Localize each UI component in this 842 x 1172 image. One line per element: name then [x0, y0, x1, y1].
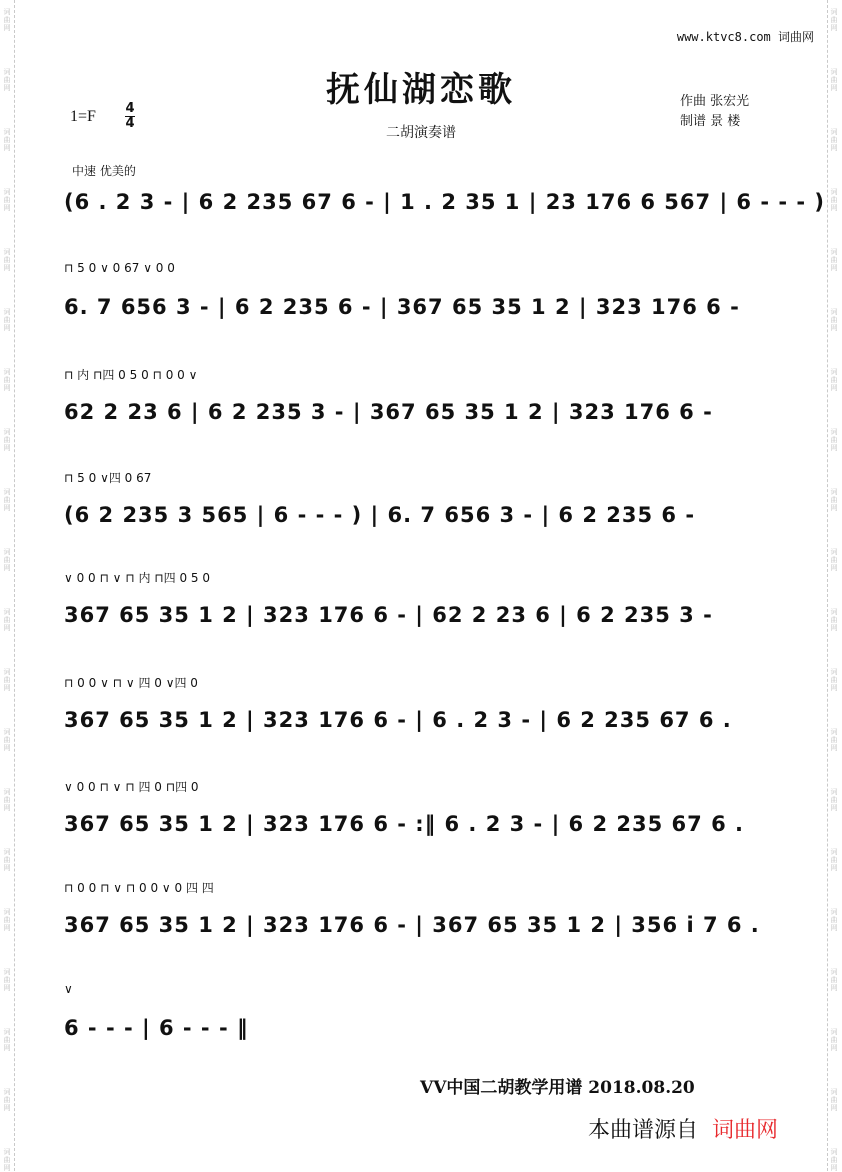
watermark-char: 曲 [830, 376, 838, 384]
watermark-char: 词 [3, 548, 11, 556]
watermark-char: 网 [830, 1164, 838, 1172]
watermark-char: 词 [3, 248, 11, 256]
bowing-marks-line-8: ⊓ 0 0 ⊓ ∨ ⊓ 0 0 ∨ 0 四 四 [64, 881, 214, 895]
watermark-char: 词 [3, 608, 11, 616]
watermark-char: 网 [3, 504, 11, 512]
right-watermark-strip [827, 0, 842, 1171]
watermark-char: 网 [3, 744, 11, 752]
bowing-marks-line-6: ⊓ 0 0 ∨ ⊓ ∨ 四 0 ∨四 0 [64, 676, 198, 690]
watermark-glyph [1, 548, 13, 572]
watermark-char: 网 [3, 684, 11, 692]
watermark-glyph [828, 608, 840, 632]
watermark-char: 网 [3, 444, 11, 452]
watermark-char: 曲 [3, 556, 11, 564]
watermark-glyph [828, 788, 840, 812]
watermark-char: 曲 [3, 196, 11, 204]
watermark-glyph [1, 908, 13, 932]
watermark-char: 曲 [830, 916, 838, 924]
watermark-glyph [828, 1028, 840, 1052]
watermark-char: 曲 [3, 76, 11, 84]
watermark-char: 词 [3, 428, 11, 436]
watermark-char: 词 [3, 1088, 11, 1096]
watermark-char: 网 [3, 324, 11, 332]
watermark-char: 曲 [3, 436, 11, 444]
watermark-char: 网 [3, 84, 11, 92]
watermark-glyph [828, 428, 840, 452]
watermark-char: 曲 [3, 856, 11, 864]
watermark-char: 词 [830, 1028, 838, 1036]
watermark-char: 网 [3, 204, 11, 212]
meter-top: 4 [125, 101, 135, 116]
watermark-char: 曲 [3, 376, 11, 384]
watermark-char: 网 [830, 204, 838, 212]
watermark-char: 词 [3, 848, 11, 856]
watermark-glyph [828, 8, 840, 32]
watermark-glyph [828, 548, 840, 572]
watermark-glyph [1, 728, 13, 752]
notation-line-7: 367 65 35 1 2 | 323 176 6 - :‖ 6 . 2 3 - | 6 2 235 67 6 . [64, 812, 744, 836]
watermark-char: 词 [830, 608, 838, 616]
watermark-glyph [1, 248, 13, 272]
source-line[interactable] [588, 1113, 778, 1144]
watermark-glyph [1, 308, 13, 332]
watermark-char: 曲 [830, 616, 838, 624]
watermark-char: 曲 [3, 1096, 11, 1104]
watermark-char: 词 [3, 488, 11, 496]
watermark-char: 曲 [830, 556, 838, 564]
watermark-glyph [1, 968, 13, 992]
watermark-glyph [1, 1088, 13, 1112]
watermark-char: 网 [3, 1164, 11, 1172]
notation-line-6: 367 65 35 1 2 | 323 176 6 - | 6 . 2 3 - | 6 2 235 67 6 . [64, 708, 732, 732]
watermark-char: 网 [830, 564, 838, 572]
watermark-char: 词 [3, 128, 11, 136]
watermark-char: 词 [3, 368, 11, 376]
watermark-char: 词 [3, 728, 11, 736]
watermark-char: 词 [3, 908, 11, 916]
arranger: 制谱 景 楼 [680, 114, 741, 129]
watermark-char: 网 [3, 144, 11, 152]
watermark-glyph [828, 308, 840, 332]
watermark-char: 曲 [3, 736, 11, 744]
watermark-char: 词 [3, 188, 11, 196]
watermark-char: 曲 [830, 976, 838, 984]
notation-line-4: (6 2 235 3 565 | 6 - - - ) | 6. 7 656 3 - | 6 2 235 6 - [64, 503, 696, 527]
watermark-char: 网 [830, 684, 838, 692]
watermark-char: 词 [830, 368, 838, 376]
watermark-char: 网 [830, 744, 838, 752]
key-signature: 1=F [70, 108, 96, 125]
watermark-char: 网 [830, 84, 838, 92]
watermark-char: 词 [830, 908, 838, 916]
watermark-char: 词 [830, 548, 838, 556]
watermark-char: 网 [830, 804, 838, 812]
time-signature [125, 102, 135, 131]
watermark-char: 词 [830, 728, 838, 736]
watermark-glyph [828, 368, 840, 392]
watermark-char: 词 [830, 848, 838, 856]
watermark-char: 词 [830, 248, 838, 256]
watermark-char: 曲 [830, 856, 838, 864]
watermark-char: 曲 [830, 676, 838, 684]
bowing-marks-line-5: ∨ 0 0 ⊓ ∨ ⊓ 内 ⊓四 0 5 0 [64, 571, 210, 585]
watermark-char: 网 [830, 864, 838, 872]
watermark-glyph [1, 8, 13, 32]
notation-line-2: 6. 7 656 3 - | 6 2 235 6 - | 367 65 35 1 2 | 323 176 6 - [64, 295, 740, 319]
footer-note: VV中国二胡教学用谱 2018.08.20 [420, 1078, 695, 1098]
watermark-char: 网 [3, 564, 11, 572]
notation-line-1: (6 . 2 3 - | 6 2 235 67 6 - | 1 . 2 35 1 | 23 176 6 567 | 6 - - - ) [64, 190, 826, 214]
watermark-char: 网 [830, 1104, 838, 1112]
watermark-char: 曲 [3, 1156, 11, 1164]
watermark-char: 词 [830, 788, 838, 796]
watermark-char: 网 [3, 624, 11, 632]
watermark-glyph [1, 848, 13, 872]
watermark-char: 网 [3, 864, 11, 872]
watermark-char: 词 [3, 788, 11, 796]
watermark-char: 曲 [3, 976, 11, 984]
watermark-char: 词 [3, 68, 11, 76]
watermark-glyph [828, 908, 840, 932]
watermark-char: 曲 [3, 256, 11, 264]
watermark-char: 曲 [830, 1096, 838, 1104]
watermark-char: 词 [830, 668, 838, 676]
watermark-char: 曲 [830, 436, 838, 444]
watermark-glyph [828, 668, 840, 692]
watermark-char: 网 [830, 624, 838, 632]
watermark-char: 曲 [830, 796, 838, 804]
watermark-char: 曲 [830, 16, 838, 24]
watermark-glyph [828, 1088, 840, 1112]
watermark-char: 词 [3, 1028, 11, 1036]
watermark-glyph [1, 1148, 13, 1172]
watermark-char: 曲 [3, 316, 11, 324]
watermark-char: 网 [830, 444, 838, 452]
watermark-glyph [828, 488, 840, 512]
watermark-char: 网 [830, 924, 838, 932]
watermark-glyph [1, 668, 13, 692]
watermark-char: 词 [830, 8, 838, 16]
watermark-char: 词 [830, 128, 838, 136]
watermark-char: 网 [3, 384, 11, 392]
watermark-char: 曲 [3, 1036, 11, 1044]
watermark-char: 网 [830, 1044, 838, 1052]
watermark-char: 曲 [3, 676, 11, 684]
composer: 作曲 张宏光 [680, 94, 750, 109]
bowing-marks-line-2: ⊓ 5 0 ∨ 0 67 ∨ 0 0 [64, 261, 175, 275]
watermark-glyph [1, 188, 13, 212]
watermark-char: 词 [830, 428, 838, 436]
watermark-glyph [1, 1028, 13, 1052]
watermark-char: 曲 [3, 496, 11, 504]
left-watermark-strip [0, 0, 15, 1171]
watermark-char: 网 [830, 324, 838, 332]
subtitle: 二胡演奏谱 [386, 125, 456, 141]
watermark-char: 网 [830, 264, 838, 272]
watermark-char: 词 [830, 308, 838, 316]
watermark-char: 词 [830, 968, 838, 976]
watermark-char: 词 [830, 1088, 838, 1096]
watermark-char: 网 [830, 144, 838, 152]
watermark-glyph [1, 608, 13, 632]
watermark-char: 曲 [830, 136, 838, 144]
watermark-glyph [828, 248, 840, 272]
watermark-char: 网 [830, 384, 838, 392]
watermark-char: 曲 [830, 736, 838, 744]
notation-line-8: 367 65 35 1 2 | 323 176 6 - | 367 65 35 1 2 | 356 i 7 6 . [64, 913, 760, 937]
watermark-char: 曲 [3, 616, 11, 624]
watermark-char: 曲 [830, 196, 838, 204]
watermark-glyph [828, 968, 840, 992]
watermark-char: 曲 [830, 256, 838, 264]
bowing-marks-line-7: ∨ 0 0 ⊓ ∨ ⊓ 四 0 ⊓四 0 [64, 780, 199, 794]
notation-line-3: 62 2 23 6 | 6 2 235 3 - | 367 65 35 1 2 | 323 176 6 - [64, 400, 713, 424]
watermark-char: 曲 [3, 16, 11, 24]
watermark-glyph [828, 188, 840, 212]
bowing-marks-line-4: ⊓ 5 0 ∨四 0 67 [64, 471, 152, 485]
watermark-char: 词 [3, 668, 11, 676]
watermark-char: 词 [3, 308, 11, 316]
notation-line-9: 6 - - - | 6 - - - ‖ [64, 1016, 249, 1040]
watermark-char: 网 [3, 1104, 11, 1112]
watermark-char: 词 [3, 968, 11, 976]
watermark-char: 曲 [830, 1156, 838, 1164]
watermark-char: 网 [830, 504, 838, 512]
watermark-char: 网 [3, 924, 11, 932]
bowing-marks-line-9: ∨ [64, 982, 73, 996]
watermark-glyph [1, 788, 13, 812]
watermark-char: 曲 [830, 496, 838, 504]
watermark-glyph [1, 488, 13, 512]
watermark-char: 曲 [830, 76, 838, 84]
watermark-glyph [1, 368, 13, 392]
watermark-char: 网 [3, 804, 11, 812]
watermark-char: 词 [3, 8, 11, 16]
watermark-char: 词 [830, 68, 838, 76]
watermark-char: 网 [3, 264, 11, 272]
watermark-char: 曲 [3, 136, 11, 144]
watermark-char: 词 [830, 1148, 838, 1156]
watermark-glyph [828, 848, 840, 872]
source-prefix: 本曲谱源自 [588, 1118, 699, 1143]
bowing-marks-line-3: ⊓ 内 ⊓四 0 5 0 ⊓ 0 0 ∨ [64, 368, 198, 382]
watermark-char: 网 [3, 984, 11, 992]
page-title: 抚仙湖恋歌 [326, 70, 516, 110]
credits [680, 92, 749, 132]
source-brand[interactable]: 词曲网 [712, 1118, 779, 1143]
watermark-char: 曲 [830, 1036, 838, 1044]
meter-bottom: 4 [125, 116, 135, 131]
watermark-glyph [828, 728, 840, 752]
watermark-char: 曲 [3, 796, 11, 804]
watermark-char: 词 [830, 488, 838, 496]
watermark-char: 词 [3, 1148, 11, 1156]
watermark-char: 网 [830, 24, 838, 32]
site-url[interactable]: www.ktvc8.com 词曲网 [676, 30, 814, 44]
watermark-char: 词 [830, 188, 838, 196]
watermark-glyph [1, 428, 13, 452]
tempo-marking: 中速 优美的 [72, 164, 136, 178]
watermark-glyph [828, 1148, 840, 1172]
watermark-char: 网 [830, 984, 838, 992]
notation-line-5: 367 65 35 1 2 | 323 176 6 - | 62 2 23 6 | 6 2 235 3 - [64, 603, 713, 627]
watermark-char: 曲 [830, 316, 838, 324]
watermark-char: 网 [3, 1044, 11, 1052]
watermark-char: 网 [3, 24, 11, 32]
watermark-char: 曲 [3, 916, 11, 924]
